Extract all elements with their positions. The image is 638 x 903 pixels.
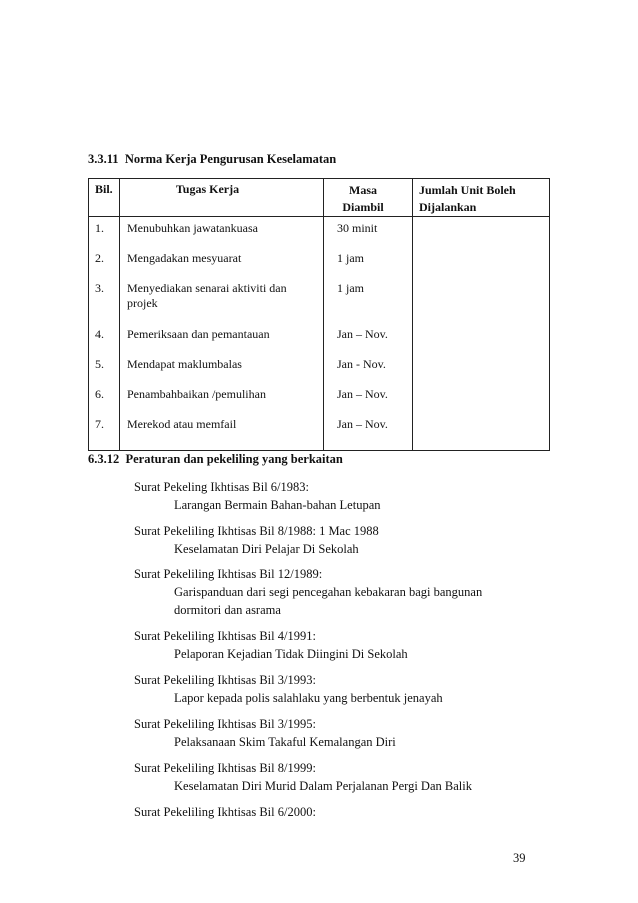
circular-desc: Pelaksanaan Skim Takaful Kemalangan Diri	[174, 735, 396, 749]
table-body-row	[89, 217, 550, 451]
circular-title: Surat Pekeling Ikhtisas Bil 6/1983:	[134, 480, 309, 494]
circular-desc: Pelaporan Kejadian Tidak Diingini Di Sekolah	[174, 647, 408, 661]
jumlah-column-empty	[413, 217, 550, 451]
circular-item	[134, 522, 379, 558]
circular-title: Surat Pekeliling Ikhtisas Bil 8/1988: 1 Mac 1988	[134, 524, 379, 538]
masa-cell: 30 minit	[337, 221, 378, 235]
header-masa-line1: Masa	[349, 183, 377, 197]
bil-cell: 3.	[95, 281, 104, 295]
header-bil: Bil.	[89, 179, 120, 217]
masa-cell: 1 jam	[337, 251, 364, 265]
circular-title: Surat Pekeliling Ikhtisas Bil 12/1989:	[134, 567, 323, 581]
header-masa-diambil	[324, 179, 413, 217]
section-number: 6.3.12	[88, 452, 120, 466]
circular-desc: Keselamatan Diri Murid Dalam Perjalanan Pergi Dan Balik	[174, 779, 472, 793]
tugas-line1: Menyediakan senarai aktiviti dan	[127, 281, 287, 295]
section-heading-peraturan	[88, 452, 343, 467]
circular-desc: Lapor kepada polis salahlaku yang berbentuk jenayah	[174, 691, 443, 705]
header-tugas-kerja: Tugas Kerja	[120, 179, 324, 217]
circular-title: Surat Pekeliling Ikhtisas Bil 3/1995:	[134, 717, 316, 731]
bil-cell: 6.	[95, 387, 104, 401]
section-title: Norma Kerja Pengurusan Keselamatan	[124, 152, 337, 166]
tugas-cell	[127, 281, 323, 327]
circular-item	[134, 803, 316, 821]
header-jumlah-unit	[413, 179, 550, 217]
circular-title: Surat Pekeliling Ikhtisas Bil 8/1999:	[134, 761, 316, 775]
bil-cell: 5.	[95, 357, 104, 371]
bil-cell: 7.	[95, 417, 104, 431]
tugas-column	[120, 217, 324, 451]
circular-item	[134, 565, 482, 619]
section-title: Peraturan dan pekeliling yang berkaitan	[125, 452, 343, 466]
circular-item	[134, 671, 443, 707]
header-masa-line2: Diambil	[342, 200, 384, 214]
bil-cell: 4.	[95, 327, 104, 341]
masa-cell: Jan – Nov.	[337, 387, 388, 401]
header-jumlah-line1: Jumlah Unit Boleh	[419, 183, 516, 197]
tugas-cell: Pemeriksaan dan pemantauan	[127, 327, 270, 341]
masa-cell: Jan - Nov.	[337, 357, 386, 371]
circular-desc-cont: dormitori dan asrama	[174, 603, 281, 617]
norma-kerja-table	[88, 178, 550, 451]
header-jumlah-line2: Dijalankan	[419, 200, 477, 214]
tugas-line2: projek	[127, 296, 158, 310]
circular-item	[134, 478, 381, 514]
bil-cell: 1.	[95, 221, 104, 235]
circular-title: Surat Pekeliling Ikhtisas Bil 6/2000:	[134, 805, 316, 819]
circular-desc: Garispanduan dari segi pencegahan kebakaran bagi bangunan	[174, 585, 483, 599]
table-header-row	[89, 179, 550, 217]
masa-cell: 1 jam	[337, 281, 364, 295]
circular-item	[134, 759, 472, 795]
section-number: 3.3.11	[88, 152, 119, 166]
section-heading-norma	[88, 152, 336, 167]
bil-column	[89, 217, 120, 451]
circular-desc: Keselamatan Diri Pelajar Di Sekolah	[174, 542, 359, 556]
tugas-cell: Merekod atau memfail	[127, 417, 237, 431]
bil-cell: 2.	[95, 251, 104, 265]
circular-desc: Larangan Bermain Bahan-bahan Letupan	[174, 498, 381, 512]
masa-column	[324, 217, 413, 451]
masa-cell: Jan – Nov.	[337, 327, 388, 341]
circular-item	[134, 715, 396, 751]
circular-title: Surat Pekeliling Ikhtisas Bil 3/1993:	[134, 673, 316, 687]
tugas-cell: Penambahbaikan /pemulihan	[127, 387, 266, 401]
circular-title: Surat Pekeliling Ikhtisas Bil 4/1991:	[134, 629, 316, 643]
page-number: 39	[513, 851, 526, 865]
masa-cell: Jan – Nov.	[337, 417, 388, 431]
tugas-cell: Mengadakan mesyuarat	[127, 251, 242, 265]
circular-item	[134, 627, 408, 663]
tugas-cell: Mendapat maklumbalas	[127, 357, 242, 371]
tugas-cell: Menubuhkan jawatankuasa	[127, 221, 258, 235]
